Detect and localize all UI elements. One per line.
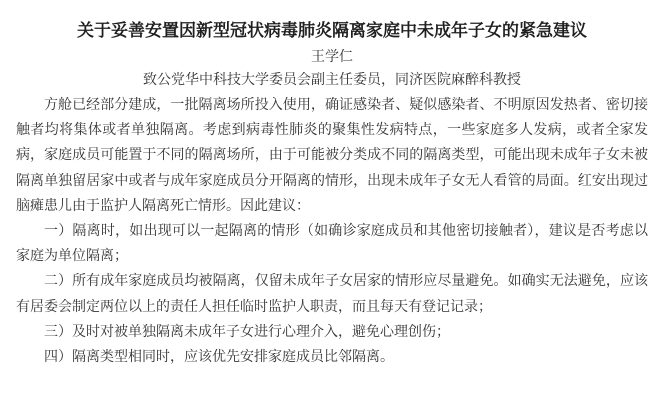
- recommendation-3: 三）及时对被单独隔离未成年子女进行心理介入，避免心理创伤；: [44, 323, 450, 340]
- article-title: 关于妥善安置因新型冠状病毒肺炎隔离家庭中未成年子女的紧急建议: [77, 21, 587, 41]
- recommendation-2: 二）所有成年家庭成员均被隔离，仅留未成年子女居家的情形应尽量避免。如确实无法避免，应该有居委会制定两位以上的责任人担任临时监护人职责，而且每天有登记记录；: [16, 273, 648, 315]
- author-affiliation: 致公党华中科技大学委员会副主任委员，同济医院麻醉科教授: [143, 72, 521, 88]
- recommendation-4: 四）隔离类型相同时，应该优先安排家庭成员比邻隔离。: [44, 349, 394, 366]
- author-name: 王学仁: [311, 49, 353, 65]
- intro-paragraph: 方舱已经部分建成，一批隔离场所投入使用，确证感染者、疑似感染者、不明原因发热者、密切接触者均将集体或者单独隔离。考虑到病毒性肺炎的聚集性发病特点，一些家庭多人发病，或者全家发病，家庭成员可能置于不同的隔离场所，由于可能被分类成不同的隔离类型，可能出现未成年子女未被隔离单独留居家中或者与成年家庭成员分开隔离的情形，出现未成年子女无人看管的局面。红安出现过脑瘫患儿由于监护人隔离死亡情形。因此建议：: [16, 97, 648, 214]
- recommendation-1: 一）隔离时，如出现可以一起隔离的情形（如确诊家庭成员和其他密切接触者），建议是否考虑以家庭为单位隔离；: [16, 223, 648, 265]
